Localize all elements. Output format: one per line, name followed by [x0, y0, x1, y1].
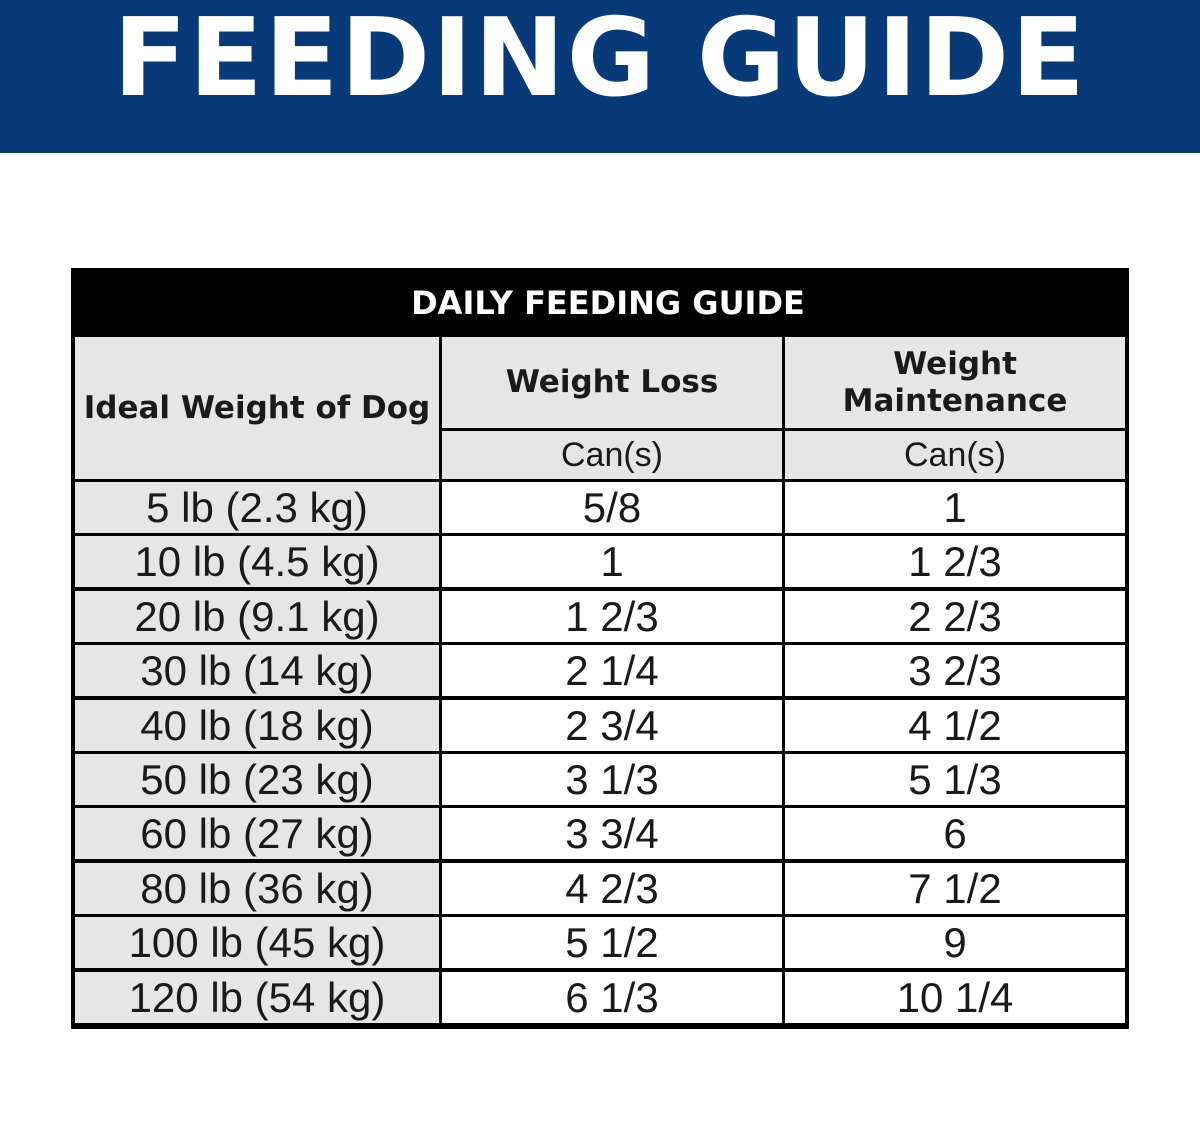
row-maintenance-cell: 2 2/3 [785, 591, 1125, 642]
row-weight-cell: 80 lb (36 kg) [75, 863, 439, 914]
row-maintenance-cell: 9 [785, 917, 1125, 968]
row-weight-cell: 60 lb (27 kg) [75, 808, 439, 859]
row-weight-loss-cell: 3 1/3 [442, 754, 782, 805]
row-weight-loss-cell: 4 2/3 [442, 863, 782, 914]
row-weight-loss-cell: 3 3/4 [442, 808, 782, 859]
row-weight-loss-cell: 1 2/3 [442, 591, 782, 642]
row-weight-loss-cell: 2 3/4 [442, 700, 782, 751]
row-maintenance-cell: 4 1/2 [785, 700, 1125, 751]
header-weight-loss: Weight Loss [442, 337, 782, 428]
table-title: DAILY FEEDING GUIDE [75, 272, 1125, 334]
row-weight-loss-cell: 6 1/3 [442, 972, 782, 1023]
row-weight-cell: 40 lb (18 kg) [75, 700, 439, 751]
row-weight-cell: 50 lb (23 kg) [75, 754, 439, 805]
daily-feeding-table [71, 268, 1129, 1029]
row-weight-cell: 120 lb (54 kg) [75, 972, 439, 1023]
row-weight-cell: 20 lb (9.1 kg) [75, 591, 439, 642]
header-banner [0, 0, 1200, 153]
row-weight-cell: 100 lb (45 kg) [75, 917, 439, 968]
banner-title: FEEDING GUIDE [113, 0, 1087, 121]
unit-weight-maintenance: Can(s) [785, 431, 1125, 479]
row-maintenance-cell: 1 [785, 482, 1125, 533]
unit-weight-loss: Can(s) [442, 431, 782, 479]
row-weight-loss-cell: 5 1/2 [442, 917, 782, 968]
row-maintenance-cell: 10 1/4 [785, 972, 1125, 1023]
row-maintenance-cell: 3 2/3 [785, 645, 1125, 696]
row-maintenance-cell: 5 1/3 [785, 754, 1125, 805]
row-weight-loss-cell: 1 [442, 536, 782, 587]
row-weight-cell: 10 lb (4.5 kg) [75, 536, 439, 587]
row-weight-loss-cell: 2 1/4 [442, 645, 782, 696]
row-weight-cell: 5 lb (2.3 kg) [75, 482, 439, 533]
row-weight-cell: 30 lb (14 kg) [75, 645, 439, 696]
row-weight-loss-cell: 5/8 [442, 482, 782, 533]
row-maintenance-cell: 1 2/3 [785, 536, 1125, 587]
table-grid [75, 272, 1125, 1025]
header-ideal-weight: Ideal Weight of Dog [75, 337, 439, 479]
row-maintenance-cell: 6 [785, 808, 1125, 859]
row-maintenance-cell: 7 1/2 [785, 863, 1125, 914]
header-weight-maintenance: Weight Maintenance [785, 337, 1125, 428]
